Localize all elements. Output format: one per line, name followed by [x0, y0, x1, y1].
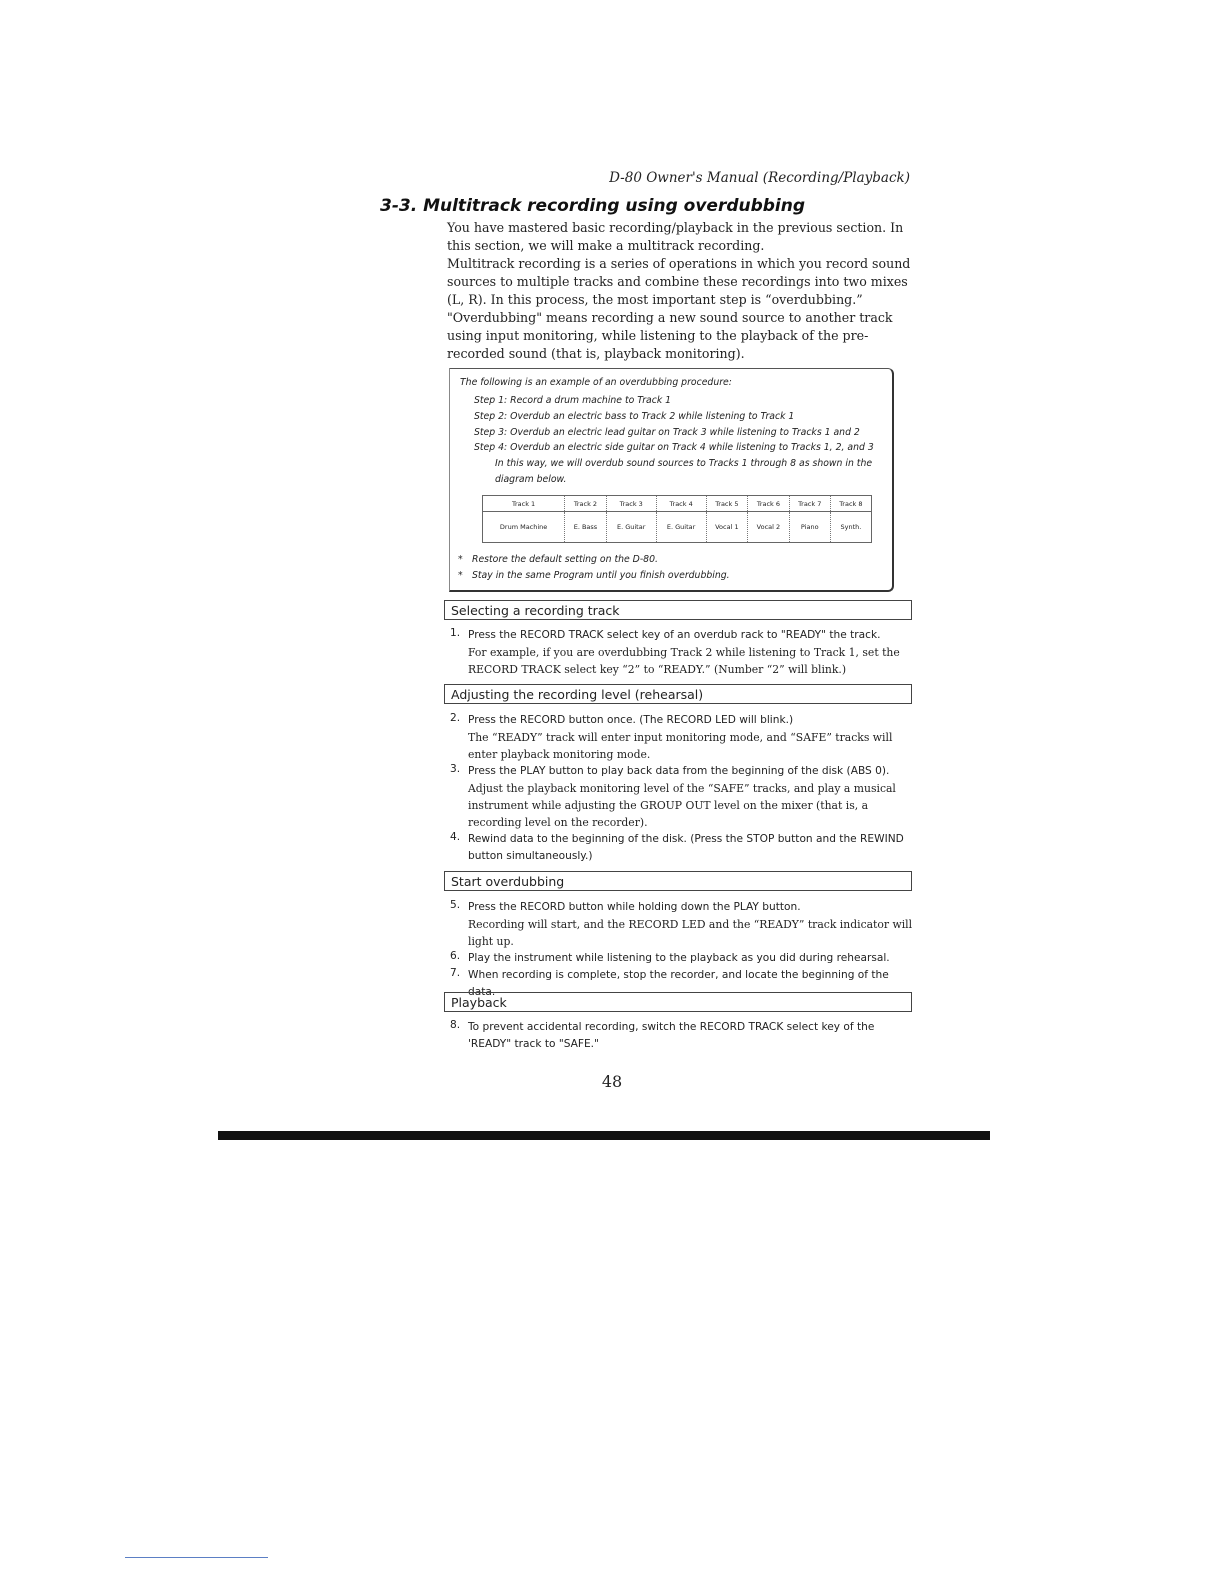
- note-bullet: *: [458, 570, 463, 581]
- track-header-cell: Track 4: [656, 496, 706, 512]
- step-instruction: When recording is complete, stop the recorder, and locate the beginning of the data.: [468, 969, 889, 998]
- example-note-text: Restore the default setting on the D-80.: [472, 554, 658, 565]
- example-intro: The following is an example of an overdubbing procedure:: [460, 377, 732, 388]
- example-step: Step 1: Record a drum machine to Track 1: [474, 395, 672, 406]
- example-step: Step 2: Overdub an electric bass to Track 2 while listening to Track 1: [474, 410, 795, 422]
- instrument-cell: Piano: [789, 512, 830, 543]
- step-instruction: Press the RECORD button once. (The RECORD LED will blink.): [468, 714, 794, 726]
- step-instruction: Press the RECORD TRACK select key of an overdub rack to "READY" the track.: [468, 629, 881, 641]
- step-instruction: Play the instrument while listening to the playback as you did during rehearsal.: [468, 952, 890, 964]
- track-header-cell: Track 6: [748, 496, 790, 512]
- example-steps: [474, 393, 874, 456]
- subheading-playback: Playback: [444, 992, 912, 1012]
- step-number: 6.: [450, 950, 461, 962]
- instrument-cell: E. Bass: [565, 512, 607, 543]
- subheading-selecting: Selecting a recording track: [444, 600, 912, 620]
- track-header-cell: Track 3: [606, 496, 656, 512]
- track-header-cell: Track 2: [565, 496, 607, 512]
- instrument-cell: Vocal 2: [748, 512, 790, 543]
- step-number: 8.: [450, 1019, 461, 1031]
- step-number: 5.: [450, 899, 461, 911]
- step-number: 7.: [450, 967, 461, 979]
- steps-playback: [450, 1019, 916, 1053]
- subheading-adjusting: Adjusting the recording level (rehearsal): [444, 684, 912, 704]
- intro-paragraph-1: You have mastered basic recording/playback in the previous section. In this section, we will make a multitrack recording.: [447, 220, 904, 253]
- note-bullet: *: [458, 554, 463, 565]
- section-title: 3-3. Multitrack recording using overdubbing: [380, 196, 806, 216]
- running-head: D-80 Owner's Manual (Recording/Playback): [609, 170, 910, 186]
- example-step: Step 4: Overdub an electric side guitar on Track 4 while listening to Tracks 1, 2, and 3: [474, 442, 874, 454]
- instrument-row: [483, 512, 872, 543]
- example-note-text: Stay in the same Program until you finish overdubbing.: [472, 570, 730, 581]
- step-item: [450, 763, 916, 831]
- steps-selecting: [450, 627, 916, 678]
- example-summary: In this way, we will overdub sound sources to Tracks 1 through 8 as shown in the diagram below.: [495, 458, 873, 485]
- track-header-row: [483, 496, 872, 512]
- step-instruction: Press the RECORD button while holding down the PLAY button.: [468, 901, 801, 913]
- page-number: 48: [601, 1072, 623, 1091]
- step-item: [450, 1019, 916, 1053]
- step-instruction: To prevent accidental recording, switch the RECORD TRACK select key of the 'READY" track to "SAFE.": [468, 1021, 875, 1050]
- example-notes: [458, 552, 730, 584]
- bottom-rule: [218, 1131, 990, 1140]
- step-item: [450, 627, 916, 678]
- step-instruction: Press the PLAY button to play back data from the beginning of the disk (ABS 0).: [468, 765, 890, 777]
- example-note: [458, 568, 730, 584]
- example-box: [449, 368, 894, 592]
- corner-divider: [125, 1557, 268, 1558]
- step-explanation: For example, if you are overdubbing Track 2 while listening to Track 1, set the RECORD TRACK select key “2” to “READY.” (Number “2” will blink.): [468, 646, 900, 676]
- step-item: [450, 831, 916, 865]
- instrument-cell: Drum Machine: [483, 512, 565, 543]
- track-header-cell: Track 7: [789, 496, 830, 512]
- step-number: 3.: [450, 763, 461, 775]
- step-item: [450, 950, 916, 967]
- step-explanation: Recording will start, and the RECORD LED and the “READY” track indicator will light up.: [468, 918, 913, 948]
- step-item: [450, 712, 916, 763]
- intro-text: [447, 219, 913, 363]
- subheading-start: Start overdubbing: [444, 871, 912, 891]
- step-instruction: Rewind data to the beginning of the disk. (Press the STOP button and the REWIND button simultaneously.): [468, 833, 904, 862]
- step-explanation: Adjust the playback monitoring level of the “SAFE” tracks, and play a musical instrument while adjusting the GROUP OUT level on the mixer (that is, a recording level on the recorder).: [468, 782, 896, 829]
- instrument-cell: Vocal 1: [706, 512, 748, 543]
- steps-start: [450, 899, 916, 1001]
- instrument-cell: Synth.: [830, 512, 871, 543]
- step-number: 1.: [450, 627, 461, 639]
- step-number: 4.: [450, 831, 461, 843]
- steps-adjusting: [450, 712, 916, 865]
- example-note: [458, 552, 730, 568]
- example-step: Step 3: Overdub an electric lead guitar on Track 3 while listening to Tracks 1 and 2: [474, 426, 860, 438]
- track-header-cell: Track 8: [830, 496, 871, 512]
- track-header-cell: Track 1: [483, 496, 565, 512]
- instrument-cell: E. Guitar: [656, 512, 706, 543]
- step-explanation: The “READY” track will enter input monitoring mode, and “SAFE” tracks will enter playback monitoring mode.: [468, 731, 893, 761]
- instrument-cell: E. Guitar: [606, 512, 656, 543]
- step-item: [450, 899, 916, 950]
- step-number: 2.: [450, 712, 461, 724]
- track-assignment-table: [482, 495, 872, 543]
- track-header-cell: Track 5: [706, 496, 748, 512]
- intro-paragraph-2: Multitrack recording is a series of operations in which you record sound sources to multiple tracks and combine these recordings into two mixes (L, R). In this process, the most important step is “overdubbing.” "Overdubbing" means recording a new sound source to another track using input monitoring, while listening to the playback of the pre-recorded sound (that is, playback monitoring).: [447, 256, 911, 361]
